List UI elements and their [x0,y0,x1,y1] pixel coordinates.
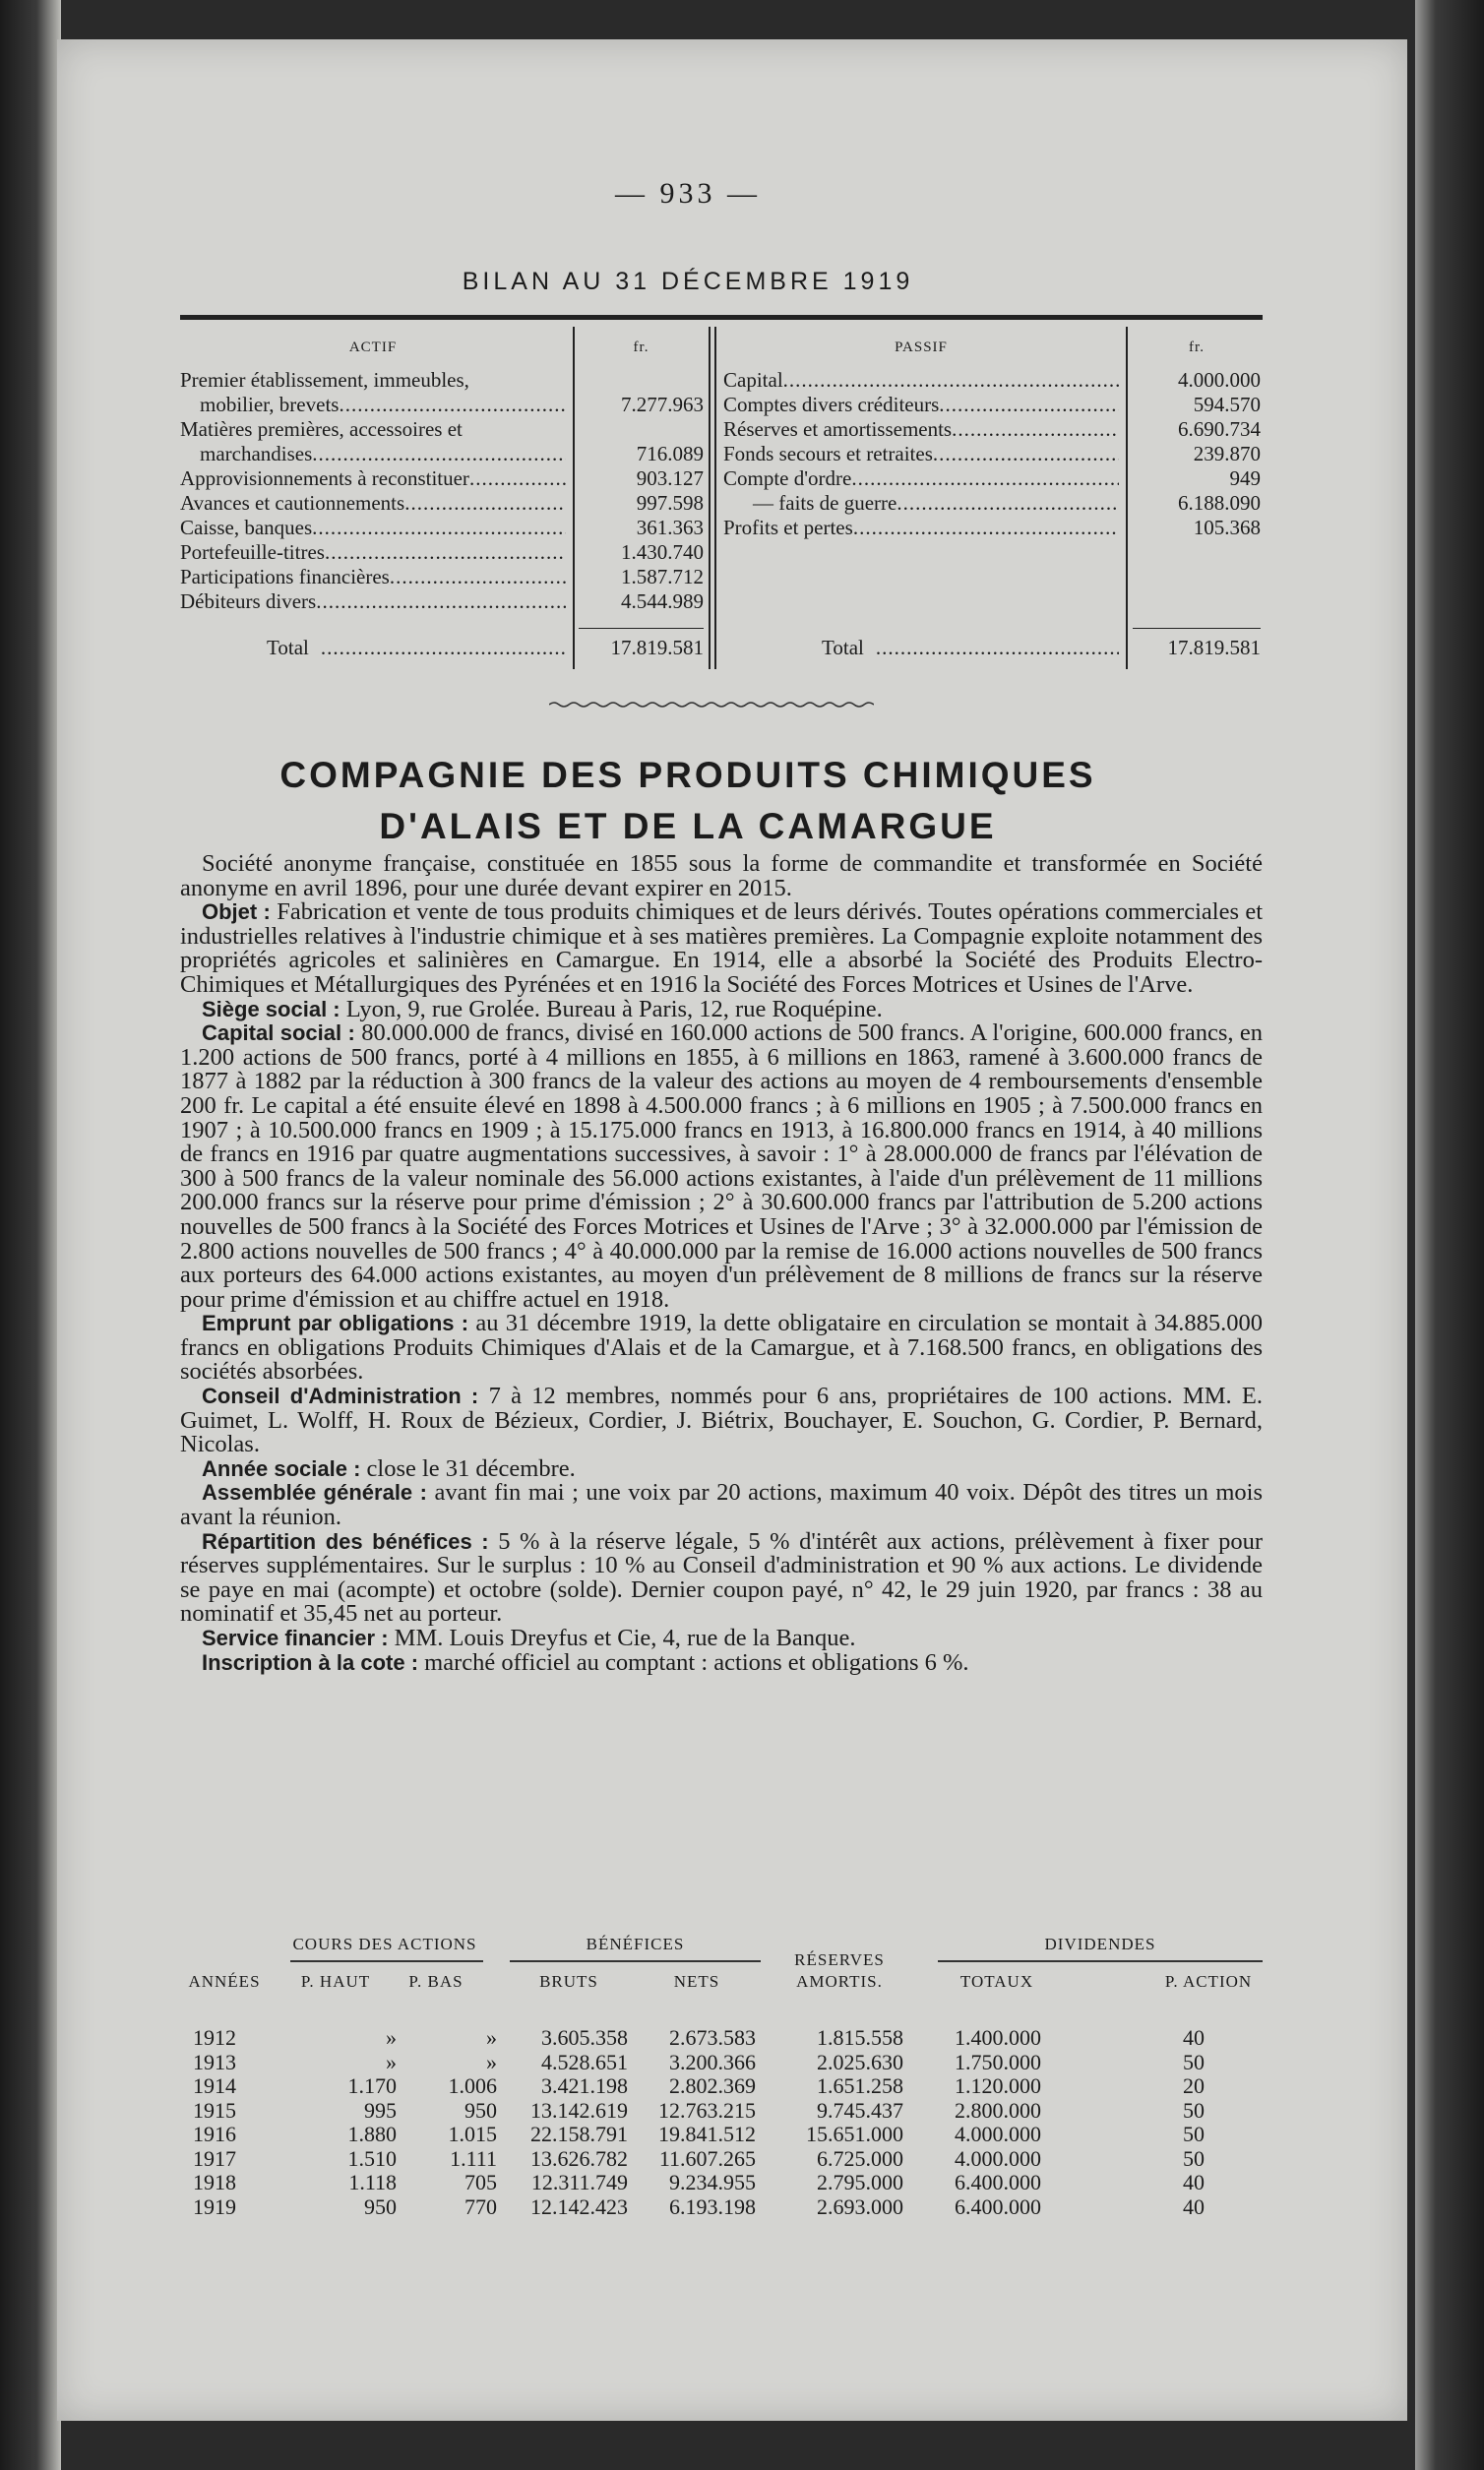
fin-cell-nets: 2.802.369 [669,2073,756,2098]
fin-cell-p-haut: 1.170 [347,2073,397,2098]
fin-cell-p-haut: 995 [364,2097,397,2123]
passif-value: 239.870 [1193,442,1261,465]
actif-total-value: 17.819.581 [610,636,704,659]
passif-header: PASSIF [895,340,948,355]
bruts-header: BRUTS [539,1972,598,1991]
passif-values [1133,327,1261,540]
cours-brace [290,1960,483,1962]
fin-cell-nets: 9.234.955 [669,2170,756,2194]
paragraph [180,852,1263,900]
fin-table-row [180,2025,1263,2050]
fin-cell-reserves: 2.795.000 [817,2170,903,2194]
paragraph [180,1454,1263,1482]
paragraph [180,1021,1263,1312]
actif-label: Portefeuille-titres [180,540,325,564]
amortis-header: AMORTIS. [796,1972,883,1991]
fin-cell-reserves: 2.693.000 [817,2193,903,2219]
fin-cell-year: 1912 [193,2025,236,2050]
fin-cell-nets: 19.841.512 [658,2122,756,2146]
actif-row [180,417,566,442]
fin-cell-year: 1913 [193,2049,236,2074]
actif-row [180,589,566,614]
actif-row [180,491,566,516]
actif-row [180,442,566,466]
paragraph [180,1385,1263,1457]
passif-value: 949 [1229,466,1261,490]
passif-value: 594.570 [1193,393,1261,416]
fin-cell-nets: 3.200.366 [669,2049,756,2074]
actif-value: 1.430.740 [621,540,704,564]
paragraph-rubric: Capital social : [202,1020,355,1046]
paragraph [180,1648,1263,1676]
fin-table-row [180,2050,1263,2074]
fin-cell-totaux: 2.800.000 [955,2097,1041,2123]
fin-table-row [180,2098,1263,2123]
actif-label: mobilier, brevets [200,393,340,416]
actif-row [180,466,566,491]
fin-cell-p-haut: 1.880 [347,2122,397,2146]
paragraph-text: Société anonyme française, constituée en 1855 sous la forme de commandite et transformée en Société anonyme en avril 1896, pour une durée devant expirer en 2015. [180,850,1263,901]
paragraph-text: 5 % à la réserve légale, 5 % d'intérêt aux actions, prélèvement à fixer pour réserves supplémentaires. Sur le surplus : 10 % au Conseil d'administration et 90 % aux actions. Le dividende se paye en mai (acompte) et octobre (solde). Dernier coupon payé, n° 42, le 29 juin 1920, par francs : 38 au nominatif et 35,45 net au porteur. [180,1527,1263,1628]
fin-cell-year: 1915 [193,2097,236,2123]
passif-total-rule [1133,628,1261,629]
dividendes-header: DIVIDENDES [1044,1935,1156,1953]
passif-total-row [723,636,1119,660]
actif-value [579,417,704,442]
fin-cell-p-action: 50 [1183,2145,1205,2171]
document-page [57,39,1407,2421]
fin-cell-p-action: 50 [1183,2097,1205,2123]
fin-cell-bruts: 13.626.782 [530,2145,628,2171]
fin-cell-p-bas: 1.015 [448,2122,497,2146]
paragraph-rubric: Répartition des bénéfices : [202,1528,489,1554]
passif-label: Fonds secours et retraites [723,442,933,465]
p-bas-header: P. BAS [408,1972,464,1991]
passif-row [723,368,1119,393]
decorative-wavy-rule [549,701,874,709]
fin-cell-reserves: 15.651.000 [806,2122,903,2146]
fin-cell-reserves: 2.025.630 [817,2049,903,2074]
fin-cell-reserves: 1.815.558 [817,2025,903,2050]
fin-cell-p-action: 40 [1183,2193,1205,2219]
fin-cell-p-haut: » [386,2049,397,2074]
passif-total-value: 17.819.581 [1167,636,1261,659]
fin-cell-p-bas: » [486,2025,497,2050]
passif-label: Compte d'ordre [723,466,852,490]
passif-total-label: Total [822,636,864,659]
actif-value [579,368,704,393]
actif-value: 7.277.963 [621,393,704,416]
actif-value-divider [573,327,575,669]
paragraph-text: MM. Louis Dreyfus et Cie, 4, rue de la Banque. [394,1625,856,1651]
fin-cell-bruts: 13.142.619 [530,2097,628,2123]
book-binding [0,0,61,2470]
paragraph-text: au 31 décembre 1919, la dette obligataire en circulation se montait à 34.885.000 francs en obligations Produits Chimiques d'Alais et de la Camargue, et à 7.168.500 francs, en obligations des sociétés absorbées. [180,1310,1263,1386]
actif-values [579,327,704,614]
fin-cell-nets: 2.673.583 [669,2025,756,2050]
fin-cell-p-action: 40 [1183,2025,1205,2050]
passif-labels [723,327,1119,540]
fin-cell-nets: 11.607.265 [658,2145,756,2171]
actif-currency: fr. [633,340,649,355]
actif-row [180,516,566,540]
actif-label: Premier établissement, immeubles, [180,368,469,392]
passif-row [723,442,1119,466]
fin-cell-p-haut: 1.118 [348,2170,397,2194]
paragraph [180,1627,1263,1651]
fin-cell-year: 1917 [193,2145,236,2171]
actif-value: 997.598 [636,491,704,515]
reserves-header: RÉSERVES [794,1950,885,1969]
fin-cell-p-action: 50 [1183,2049,1205,2074]
fin-cell-p-action: 40 [1183,2170,1205,2194]
passif-value-divider [1126,327,1128,669]
fin-cell-year: 1916 [193,2122,236,2146]
fin-cell-totaux: 6.400.000 [955,2170,1041,2194]
fin-cell-totaux: 1.120.000 [955,2073,1041,2098]
paragraph-text: 80.000.000 de francs, divisé en 160.000 actions de 500 francs. A l'origine, 600.000 francs, en 1.200 actions de 500 francs, porté à 4 millions en 1855, à 6 millions en 1863, ramené à 3.600.000 francs de 1877 à 1882 par la réduction à 300 francs de la valeur des actions au moyen de 4 remboursements d'ensemble 200 fr. Le capital a été ensuite élevé en 1898 à 4.500.000 francs ; à 6 millions en 1905 ; à 7.500.000 francs en 1907 ; à 10.500.000 francs en 1909 ; à 15.175.000 francs en 1913, à 16.800.000 francs en 1914, à 40 millions de francs en 1916 par quatre augmentations successives, à savoir : 1° à 28.000.000 de francs par l'élévation de 300 à 500 francs de la valeur nominale des 56.000 actions existantes, à l'aide d'un prélèvement de 11 millions 200.000 francs sur la réserve pour prime d'émission ; 2° à 30.600.000 francs par l'attribution de 5.200 actions nouvelles de 500 francs à la Société des Forces Motrices et Usines de l'Arve ; 3° à 32.000.000 par l'émission de 2.800 actions nouvelles de 500 francs ; 4° à 40.000.000 par la remise de 16.000 actions nouvelles de 500 francs aux porteurs des 64.000 actions existantes, au moyen d'un prélèvement de 8 millions de francs sur la réserve pour prime d'émission et au chiffre actuel en 1918. [180,1019,1263,1313]
fin-cell-nets: 12.763.215 [658,2097,756,2123]
passif-row [723,516,1119,540]
balance-sheet [180,327,1263,669]
passif-label: — faits de guerre [753,491,897,515]
passif-label: Capital [723,368,783,392]
actif-label: Caisse, banques [180,516,313,539]
actif-total-rule [579,628,704,629]
bilan-title: BILAN AU 31 DÉCEMBRE 1919 [462,268,914,295]
benefices-brace [510,1960,761,1962]
actif-value: 4.544.989 [621,589,704,613]
fin-cell-totaux: 6.400.000 [955,2193,1041,2219]
fin-cell-year: 1919 [193,2193,236,2219]
passif-label: Réserves et amortissements [723,417,953,441]
cours-header: COURS DES ACTIONS [292,1935,477,1953]
paragraph-rubric: Conseil d'Administration : [202,1384,479,1409]
totaux-header: TOTAUX [959,1972,1034,1991]
passif-label: Profits et pertes [723,516,853,539]
actif-value: 361.363 [636,516,704,539]
actif-value: 1.587.712 [621,565,704,588]
paragraph-rubric: Inscription à la cote : [202,1649,419,1675]
passif-value: 4.000.000 [1178,368,1261,392]
fin-cell-bruts: 3.421.198 [541,2073,628,2098]
fin-cell-p-haut: 950 [364,2193,397,2219]
paragraph-text: marché officiel au comptant : actions et obligations 6 %. [424,1648,969,1676]
paragraph-text: Lyon, 9, rue Grolée. Bureau à Paris, 12, rue Roquépine. [345,995,883,1022]
actif-label: Matières premières, accessoires et [180,417,463,441]
passif-currency: fr. [1189,340,1205,355]
fin-table-row [180,2122,1263,2146]
paragraph [180,1312,1263,1385]
passif-row [723,466,1119,491]
fin-cell-totaux: 1.750.000 [955,2049,1041,2074]
fin-cell-reserves: 6.725.000 [817,2145,903,2171]
paragraph-text: Fabrication et vente de tous produits chimiques et de leurs dérivés. Toutes opérations commerciales et industrielles relatives à l'industrie chimique et à ses matières premières. La Compagnie exploite notamment des propriétés agricoles et salinières en Camargue. En 1914, elle a absorbé la Société des Produits Electro-Chimiques et Métallurgiques des Pyrénées et en 1916 la Société des Forces Motrices et Usines de l'Arve. [180,898,1264,998]
paragraph [180,995,1263,1022]
actif-value: 903.127 [636,466,704,490]
fin-cell-p-bas: 770 [464,2193,497,2219]
company-title-line2: D'ALAIS ET DE LA CAMARGUE [379,806,997,846]
fin-cell-nets: 6.193.198 [669,2193,756,2219]
actif-total-label: Total [267,636,309,659]
fin-table-row [180,2194,1263,2219]
fin-cell-bruts: 4.528.651 [541,2049,628,2074]
paragraph-rubric: Assemblée générale : [202,1480,427,1506]
paragraph-rubric: Emprunt par obligations : [202,1311,469,1336]
paragraph [180,1527,1263,1628]
fin-cell-year: 1918 [193,2170,236,2194]
page-number: — 933 — [615,177,761,210]
actif-row [180,393,566,417]
actif-row [180,368,566,393]
paragraph [180,1481,1263,1529]
annees-header: ANNÉES [188,1972,261,1991]
fin-cell-p-bas: » [486,2049,497,2074]
center-divider-left [709,327,711,669]
paragraph-rubric: Service financier : [202,1626,389,1650]
actif-label: Participations financières [180,565,390,588]
benefices-header: BÉNÉFICES [586,1935,685,1953]
fin-cell-p-action: 20 [1183,2073,1205,2098]
passif-label: Comptes divers créditeurs [723,393,940,416]
fin-cell-totaux: 1.400.000 [955,2025,1041,2050]
fin-cell-p-haut: » [386,2025,397,2050]
fin-cell-totaux: 4.000.000 [955,2122,1041,2146]
paragraph-rubric: Année sociale : [202,1455,361,1481]
actif-labels [180,327,566,614]
paragraph-rubric: Siège social : [202,996,340,1021]
company-title [116,750,1260,852]
page-edge [1415,0,1484,2470]
paragraph-rubric: Objet : [202,899,271,925]
fin-cell-p-bas: 1.006 [448,2073,497,2098]
passif-value: 105.368 [1193,516,1261,539]
passif-row [723,393,1119,417]
company-title-line1: COMPAGNIE DES PRODUITS CHIMIQUES [279,755,1096,795]
center-divider-right [714,327,716,669]
nets-header: NETS [673,1972,720,1991]
fin-cell-totaux: 4.000.000 [955,2145,1041,2171]
fin-cell-bruts: 12.142.423 [530,2193,628,2219]
dividendes-brace [938,1960,1263,1962]
actif-label: Avances et cautionnements [180,491,405,515]
actif-header: ACTIF [348,340,398,355]
fin-cell-bruts: 3.605.358 [541,2025,628,2050]
p-action-header: P. ACTION [1164,1972,1253,1991]
paragraph-text: 7 à 12 membres, nommés pour 6 ans, propriétaires de 100 actions. MM. E. Guimet, L. Wolff, H. Roux de Bézieux, Cordier, J. Biétrix, Bouchayer, E. Souchon, G. Cordier, P. Bernard, Nicolas. [180,1383,1264,1458]
fin-cell-p-action: 50 [1183,2122,1205,2146]
actif-label: Débiteurs divers [180,589,317,613]
fin-cell-bruts: 22.158.791 [530,2122,628,2146]
passif-row [723,417,1119,442]
actif-label: marchandises [200,442,313,465]
paragraph [180,900,1263,997]
actif-row [180,565,566,589]
fin-table-row [180,2073,1263,2098]
bilan-top-rule [180,315,1263,320]
actif-total-row [180,636,566,660]
passif-value: 6.690.734 [1178,417,1261,441]
company-description [180,852,1263,1675]
fin-cell-reserves: 9.745.437 [817,2097,903,2123]
fin-cell-p-bas: 705 [464,2170,497,2194]
fin-cell-year: 1914 [193,2073,236,2098]
fin-table-row [180,2170,1263,2194]
p-haut-header: P. HAUT [300,1972,371,1991]
actif-value: 716.089 [636,442,704,465]
paragraph-text: close le 31 décembre. [366,1454,576,1482]
actif-row [180,540,566,565]
fin-cell-p-bas: 950 [464,2097,497,2123]
fin-cell-bruts: 12.311.749 [530,2170,628,2194]
fin-cell-p-haut: 1.510 [347,2145,397,2171]
actif-label: Approvisionnements à reconstituer [180,466,469,490]
fin-cell-p-bas: 1.111 [450,2145,497,2171]
fin-table-row [180,2146,1263,2171]
paragraph-text: avant fin mai ; une voix par 20 actions, maximum 40 voix. Dépôt des titres un mois avant la réunion. [180,1479,1263,1531]
passif-row [723,491,1119,516]
fin-cell-reserves: 1.651.258 [817,2073,903,2098]
passif-value: 6.188.090 [1178,491,1261,515]
